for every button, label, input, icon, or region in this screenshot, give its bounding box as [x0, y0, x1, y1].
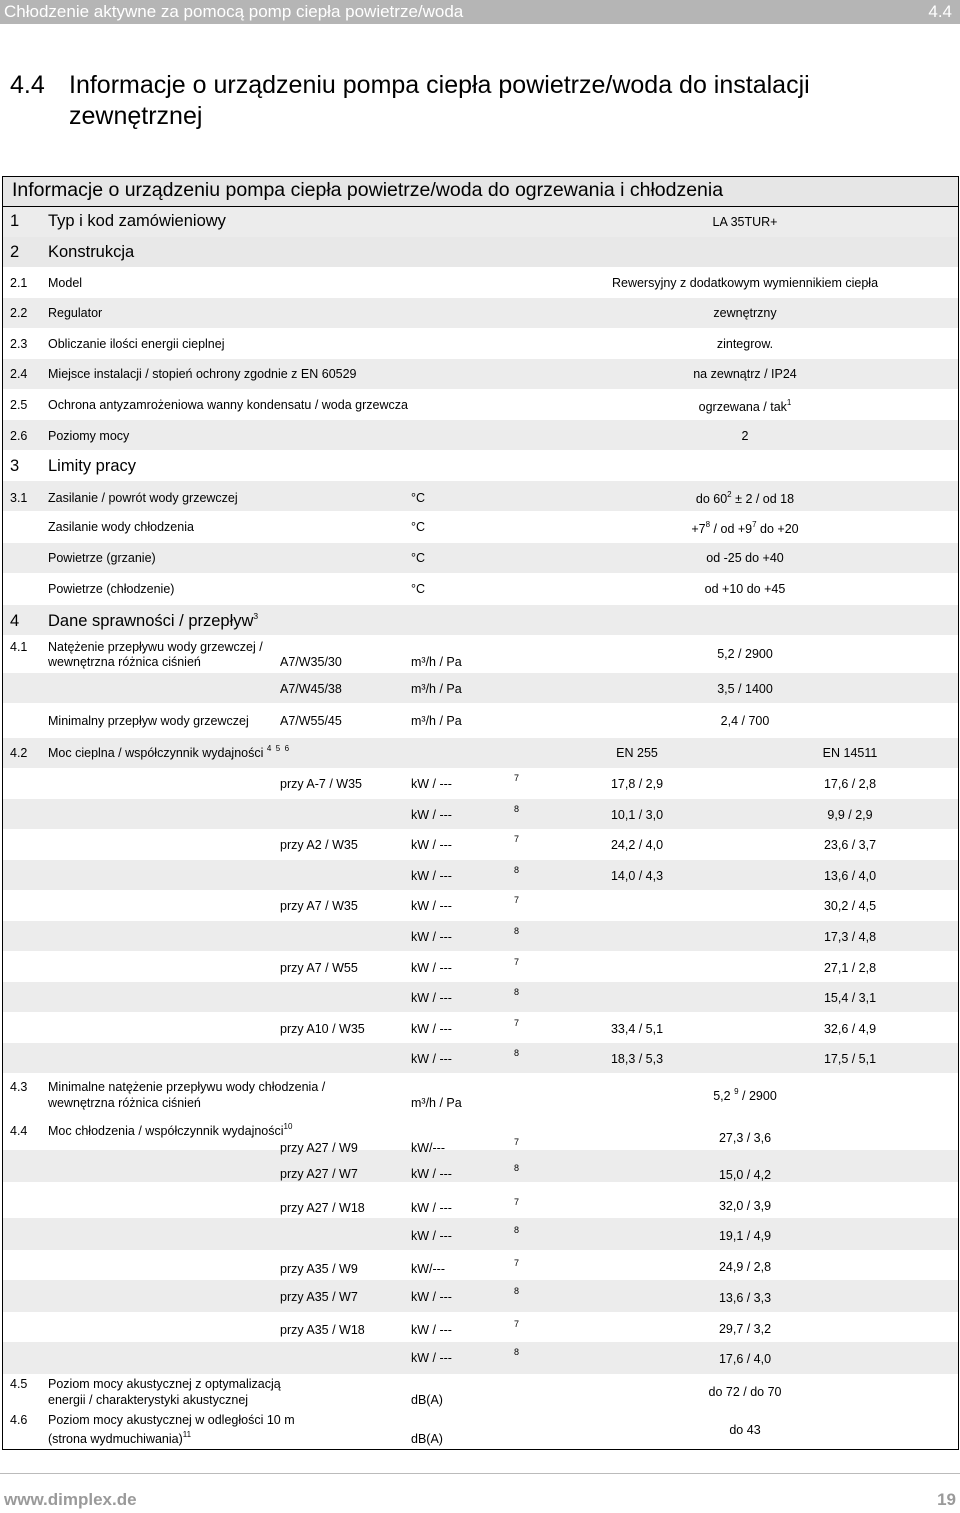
row-label [48, 1121, 293, 1139]
row-number: 4.1 [10, 640, 28, 654]
column-header-en14511: EN 14511 [822, 746, 878, 760]
label-text: Dane sprawności / przepływ [48, 612, 254, 630]
row-number: 1 [10, 212, 20, 230]
row-label: Typ i kod zamówieniowy [48, 212, 226, 230]
cool-row-condition: przy A35 / W7 [280, 1290, 358, 1304]
row-label: Poziom mocy akustycznej z optymalizacją [48, 1377, 281, 1391]
row-value [691, 519, 799, 537]
cool-row-value: 29,7 / 3,2 [718, 1322, 772, 1336]
row-label: Miejsce instalacji / stopień ochrony zgodnie z EN 60529 [48, 367, 357, 381]
heat-row-unit: kW / --- [411, 868, 452, 883]
heat-row-unit: kW / --- [411, 807, 452, 822]
footer-url[interactable]: www.dimplex.de [4, 1490, 137, 1509]
footnote-ref: 8 [514, 1163, 520, 1173]
heat-row-condition: przy A10 / W35 [280, 1021, 365, 1036]
row-label: Powietrze (grzanie) [48, 551, 156, 565]
row-value: 3,5 / 1400 [717, 682, 773, 696]
cool-row-unit: kW / --- [411, 1351, 452, 1365]
row-unit: °C [411, 551, 426, 565]
row-label: Konstrukcja [48, 243, 135, 261]
row-band [3, 1218, 958, 1250]
row-unit: dB(A) [411, 1393, 443, 1407]
row-band [3, 982, 958, 1012]
section-number: 4.4 [10, 71, 45, 99]
cool-row-value: 27,3 / 3,6 [718, 1131, 772, 1145]
row-band [3, 1280, 958, 1312]
row-label: Minimalny przepływ wody grzewczej [48, 714, 249, 728]
cool-row-value: 17,6 / 4,0 [718, 1352, 772, 1366]
row-band [3, 799, 958, 829]
page-header [0, 0, 960, 24]
heat-row-unit: kW / --- [411, 1021, 452, 1036]
row-value: 2 [741, 429, 749, 443]
footnote-ref: 8 [705, 519, 711, 529]
row-band [3, 860, 958, 890]
heat-row-unit: kW / --- [411, 1052, 452, 1067]
cool-row-value: 32,0 / 3,9 [718, 1199, 772, 1213]
value-text: / od +9 [710, 522, 753, 536]
label-text: Moc chłodzenia / współczynnik wydajności [48, 1124, 284, 1138]
row-number: 4.6 [10, 1413, 28, 1427]
footnote-ref: 8 [514, 803, 520, 814]
footnote-ref: 8 [514, 864, 520, 875]
heat-row-unit: kW / --- [411, 899, 452, 914]
heat-row-unit: kW / --- [411, 930, 452, 944]
row-number: 3 [10, 457, 20, 475]
heat-row-unit: kW / --- [411, 991, 452, 1006]
footnote-ref: 7 [514, 834, 520, 845]
heat-row-en14511: 17,5 / 5,1 [823, 1052, 877, 1067]
value-text: / 2900 [738, 1089, 777, 1103]
row-unit: °C [411, 491, 426, 505]
row-value: 5,2 / 2900 [717, 647, 773, 661]
heat-row-en255: 24,2 / 4,0 [610, 838, 664, 853]
cool-row-unit: kW/--- [411, 1141, 446, 1155]
row-band [3, 420, 958, 450]
footnote-ref: 9 [734, 1086, 739, 1096]
row-number: 2.5 [10, 398, 28, 412]
cool-row-unit: kW / --- [411, 1323, 452, 1337]
row-label: wewnętrzna różnica ciśnień [48, 1096, 201, 1110]
heat-row-en14511: 17,6 / 2,8 [823, 777, 877, 791]
row-label: Zasilanie wody chłodzenia [48, 520, 194, 534]
cool-row-value: 13,6 / 3,3 [718, 1291, 772, 1305]
row-unit: °C [411, 582, 426, 596]
row-label: Powietrze (chłodzenie) [48, 582, 175, 596]
cool-row-unit: kW / --- [411, 1229, 452, 1243]
heat-row-en14511: 32,6 / 4,9 [823, 1021, 877, 1036]
cool-row-value: 15,0 / 4,2 [718, 1168, 772, 1182]
footnote-ref: 2 [727, 489, 732, 499]
row-number: 2.1 [10, 276, 28, 290]
cool-row-unit: kW / --- [411, 1201, 452, 1215]
cool-row-condition: przy A27 / W7 [280, 1167, 358, 1181]
heat-row-condition: przy A-7 / W35 [280, 777, 362, 791]
row-value: do 72 / do 70 [708, 1385, 782, 1399]
heat-row-en14511: 23,6 / 3,7 [823, 838, 877, 853]
row-unit: m³/h / Pa [411, 655, 462, 669]
label-text: (strona wydmuchiwania) [48, 1432, 183, 1446]
heat-row-en255: 33,4 / 5,1 [610, 1021, 664, 1036]
row-value: na zewnątrz / IP24 [693, 367, 797, 381]
row-band [3, 298, 958, 328]
row-unit: m³/h / Pa [411, 682, 462, 696]
row-value: 2,4 / 700 [720, 714, 770, 728]
footnote-ref: 8 [514, 926, 520, 936]
row-number: 2.6 [10, 429, 28, 443]
footnote-ref: 8 [514, 1048, 520, 1059]
row-label: Limity pracy [48, 457, 137, 475]
footnote-ref: 1 [786, 397, 792, 407]
cool-row-unit: kW/--- [411, 1262, 446, 1276]
footnote-ref: 7 [514, 1197, 520, 1207]
row-value: do 43 [729, 1423, 761, 1437]
footnote-ref: 7 [514, 1258, 520, 1268]
page-number: 19 [937, 1490, 956, 1509]
header-section: 4.4 [928, 2, 952, 21]
row-number: 2 [10, 243, 20, 261]
cool-row-unit: kW / --- [411, 1167, 452, 1181]
row-number: 4.3 [10, 1080, 28, 1094]
row-value: Rewersyjny z dodatkowym wymiennikiem ciepła [611, 276, 879, 290]
row-label: wewnętrzna różnica ciśnień [48, 655, 201, 669]
cool-row-unit: kW / --- [411, 1290, 452, 1304]
row-label [48, 743, 290, 761]
row-label: Poziomy mocy [48, 429, 130, 443]
cool-row-condition: przy A27 / W18 [280, 1201, 365, 1215]
footnote-ref: 7 [514, 773, 520, 783]
heat-row-en14511: 15,4 / 3,1 [823, 991, 877, 1006]
row-value: od -25 do +40 [706, 551, 784, 565]
column-header-en255: EN 255 [616, 746, 658, 760]
table-caption [2, 176, 959, 207]
cool-row-value: 24,9 / 2,8 [718, 1260, 772, 1274]
footnote-ref: 4 5 6 [266, 743, 290, 753]
row-unit: dB(A) [411, 1432, 443, 1446]
heat-row-condition: przy A7 / W55 [280, 960, 358, 975]
heat-row-unit: kW / --- [411, 777, 452, 791]
row-unit: m³/h / Pa [411, 1096, 462, 1110]
value-text: +7 [691, 522, 706, 536]
row-band [3, 921, 958, 951]
cool-row-condition: przy A27 / W9 [280, 1141, 358, 1155]
row-condition: A7/W55/45 [280, 714, 342, 728]
heat-row-en14511: 17,3 / 4,8 [823, 930, 877, 944]
footnote-ref: 7 [514, 1319, 520, 1329]
cool-row-value: 19,1 / 4,9 [718, 1229, 772, 1243]
label-text: Moc cieplna / współczynnik wydajności [48, 746, 264, 760]
row-label: Ochrona antyzamrożeniowa wanny kondensatu / woda grzewcza [48, 398, 408, 412]
value-text: ogrzewana / tak [698, 400, 787, 414]
row-label: Poziom mocy akustycznej w odległości 10 m [48, 1413, 295, 1427]
value-text: ± 2 / od 18 [731, 492, 795, 506]
row-value: zintegrow. [716, 337, 774, 351]
footnote-ref: 7 [514, 895, 520, 906]
row-number: 4.5 [10, 1377, 28, 1391]
row-label: Regulator [48, 306, 103, 320]
row-unit: °C [411, 520, 426, 534]
heat-row-en255: 18,3 / 5,3 [610, 1052, 664, 1067]
row-label: Natężenie przepływu wody grzewczej / [48, 640, 263, 654]
row-band [3, 1150, 958, 1182]
row-value [695, 489, 795, 507]
heat-row-en255: 17,8 / 2,9 [610, 777, 664, 791]
row-band [3, 1342, 958, 1374]
row-label: Minimalne natężenie przepływu wody chłodzenia / [48, 1080, 326, 1094]
footnote-ref: 7 [752, 519, 757, 529]
cool-row-condition: przy A35 / W18 [280, 1323, 365, 1337]
row-label: Model [48, 276, 83, 290]
footnote-ref: 11 [182, 1429, 192, 1439]
footer-divider [0, 1473, 960, 1474]
heat-row-unit: kW / --- [411, 838, 452, 853]
header-title: Chłodzenie aktywne za pomocą pomp ciepła powietrze/woda [4, 2, 464, 21]
row-condition: A7/W45/38 [280, 682, 342, 696]
value-text: 5,2 [713, 1089, 731, 1103]
row-label: Zasilanie / powrót wody grzewczej [48, 491, 238, 505]
heat-row-en14511: 30,2 / 4,5 [823, 899, 877, 914]
heat-row-unit: kW / --- [411, 960, 452, 975]
row-band [3, 673, 958, 703]
row-number: 2.2 [10, 306, 28, 320]
table-caption-text: Informacje o urządzeniu pompa ciepła powietrze/woda do ogrzewania i chłodzenia [12, 179, 724, 201]
footnote-ref: 8 [514, 1225, 520, 1235]
footnote-ref: 7 [514, 1137, 520, 1147]
heat-row-en14511: 27,1 / 2,8 [823, 960, 877, 975]
row-label: energii / charakterystyki akustycznej [48, 1393, 249, 1407]
footnote-ref: 10 [283, 1121, 293, 1131]
row-unit: m³/h / Pa [411, 714, 462, 728]
row-value: zewnętrzny [713, 306, 777, 320]
row-number: 4 [10, 612, 20, 630]
heat-row-en14511: 13,6 / 4,0 [823, 868, 877, 883]
cool-row-condition: przy A35 / W9 [280, 1262, 358, 1276]
row-condition: A7/W35/30 [280, 655, 342, 669]
footnote-ref: 3 [253, 610, 259, 621]
row-value [713, 1086, 777, 1104]
row-number: 2.3 [10, 337, 28, 351]
heat-row-en14511: 9,9 / 2,9 [827, 807, 873, 822]
footnote-ref: 8 [514, 1286, 520, 1296]
row-label [48, 1429, 192, 1447]
row-band [3, 1043, 958, 1073]
row-number: 3.1 [10, 491, 28, 505]
heat-row-condition: przy A7 / W35 [280, 899, 358, 914]
row-value: od +10 do +45 [704, 582, 786, 596]
footnote-ref: 8 [514, 1347, 520, 1357]
heat-row-en255: 10,1 / 3,0 [610, 807, 664, 822]
row-number: 2.4 [10, 367, 28, 381]
footnote-ref: 7 [514, 956, 520, 967]
row-band [3, 237, 958, 267]
value-text: do +20 [756, 522, 799, 536]
section-heading: Informacje o urządzeniu pompa ciepła powietrze/woda do instalacji zewnętrznej [69, 71, 810, 130]
row-value [698, 397, 792, 415]
heat-row-condition: przy A2 / W35 [280, 838, 358, 853]
row-number: 4.2 [10, 746, 28, 760]
value-text: do 60 [695, 492, 728, 506]
heat-row-en255: 14,0 / 4,3 [610, 868, 664, 883]
footnote-ref: 8 [514, 987, 520, 998]
footnote-ref: 7 [514, 1017, 520, 1028]
row-label [48, 611, 258, 631]
row-number: 4.4 [10, 1124, 28, 1138]
row-value: LA 35TUR+ [712, 215, 778, 229]
row-label: Obliczanie ilości energii cieplnej [48, 337, 225, 351]
